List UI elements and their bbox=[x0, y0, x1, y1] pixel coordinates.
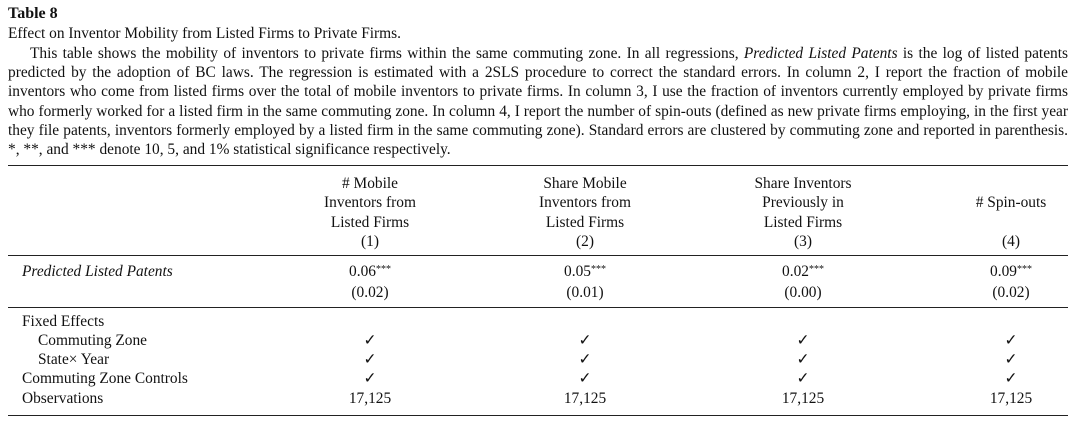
std-error-col-2: (0.01) bbox=[566, 284, 604, 301]
std-error-col-4: (0.02) bbox=[992, 284, 1030, 301]
observations-col-1: 17,125 bbox=[348, 390, 392, 407]
coefficient-col-3: 0.02*** bbox=[782, 263, 824, 280]
top-rule bbox=[8, 165, 1068, 166]
checkmark-state-year-col-3: ✓ bbox=[796, 351, 810, 368]
significance-stars: *** bbox=[808, 264, 824, 275]
checkmark-commuting-zone-col-2: ✓ bbox=[578, 332, 592, 349]
row-label-state-year: State× Year bbox=[38, 351, 110, 368]
observations-col-3: 17,125 bbox=[781, 390, 825, 407]
row-label-observations: Observations bbox=[22, 390, 104, 407]
significance-stars: *** bbox=[590, 264, 606, 275]
description-part-2: is the log of listed patents predicted by the adoption of BC laws. The regression is estimated with a 2SLS procedure to correct the standard errors. In column 2, I report the fraction of mobile inventors who come from listed firms over the total of mobile inventors to private firms. In column 3, I use the fraction of inventors currently employed by private firms who formerly worked for a listed firm in the same commuting zone. In column 4, I report the number of spin-outs (defined as new private firms employing, in the first year they file patents, inventors formerly employed by a listed firm in the same commuting zone). Standard errors are clustered by commuting zone and reported in parenthesis. *, **, and *** denote 10, 5, and 1% statistical significance respectively. bbox=[8, 45, 1069, 159]
table-description bbox=[8, 44, 1068, 159]
std-error-col-3: (0.00) bbox=[784, 284, 822, 301]
column-header-4: # Spin-outs (4) bbox=[975, 194, 1047, 250]
checkmark-state-year-col-2: ✓ bbox=[578, 351, 592, 368]
checkmark-controls-col-4: ✓ bbox=[1004, 370, 1018, 387]
significance-stars: *** bbox=[1016, 264, 1032, 275]
checkmark-state-year-col-4: ✓ bbox=[1004, 351, 1018, 368]
row-label-commuting-zone: Commuting Zone bbox=[38, 332, 148, 349]
column-header-2: Share Mobile Inventors from Listed Firms (2) bbox=[539, 175, 631, 251]
checkmark-controls-col-3: ✓ bbox=[796, 370, 810, 387]
row-label-commuting-zone-controls: Commuting Zone Controls bbox=[22, 370, 188, 387]
checkmark-commuting-zone-col-3: ✓ bbox=[796, 332, 810, 349]
header-rule bbox=[8, 255, 1068, 256]
row-label-predicted-listed-patents: Predicted Listed Patents bbox=[22, 263, 173, 280]
checkmark-controls-col-1: ✓ bbox=[363, 370, 377, 387]
column-header-3: Share Inventors Previously in Listed Firms (3) bbox=[754, 175, 852, 251]
description-term: Predicted Listed Patents bbox=[743, 45, 898, 62]
checkmark-commuting-zone-col-4: ✓ bbox=[1004, 332, 1018, 349]
bottom-rule bbox=[8, 415, 1068, 416]
mid-rule bbox=[8, 307, 1068, 308]
column-header-1: # Mobile Inventors from Listed Firms (1) bbox=[324, 175, 416, 251]
checkmark-commuting-zone-col-1: ✓ bbox=[363, 332, 377, 349]
coefficient-col-4: 0.09*** bbox=[990, 263, 1032, 280]
significance-stars: *** bbox=[375, 264, 391, 275]
std-error-col-1: (0.02) bbox=[351, 284, 389, 301]
checkmark-controls-col-2: ✓ bbox=[578, 370, 592, 387]
table-title: Effect on Inventor Mobility from Listed Firms to Private Firms. bbox=[8, 25, 401, 42]
observations-col-4: 17,125 bbox=[989, 390, 1033, 407]
row-label-fixed-effects: Fixed Effects bbox=[22, 313, 105, 330]
coefficient-col-1: 0.06*** bbox=[349, 263, 391, 280]
observations-col-2: 17,125 bbox=[563, 390, 607, 407]
table-label: Table 8 bbox=[8, 5, 58, 22]
coefficient-col-2: 0.05*** bbox=[564, 263, 606, 280]
description-part-1: This table shows the mobility of inventors to private firms within the same commuting zone. In all regressions, bbox=[30, 45, 744, 62]
checkmark-state-year-col-1: ✓ bbox=[363, 351, 377, 368]
